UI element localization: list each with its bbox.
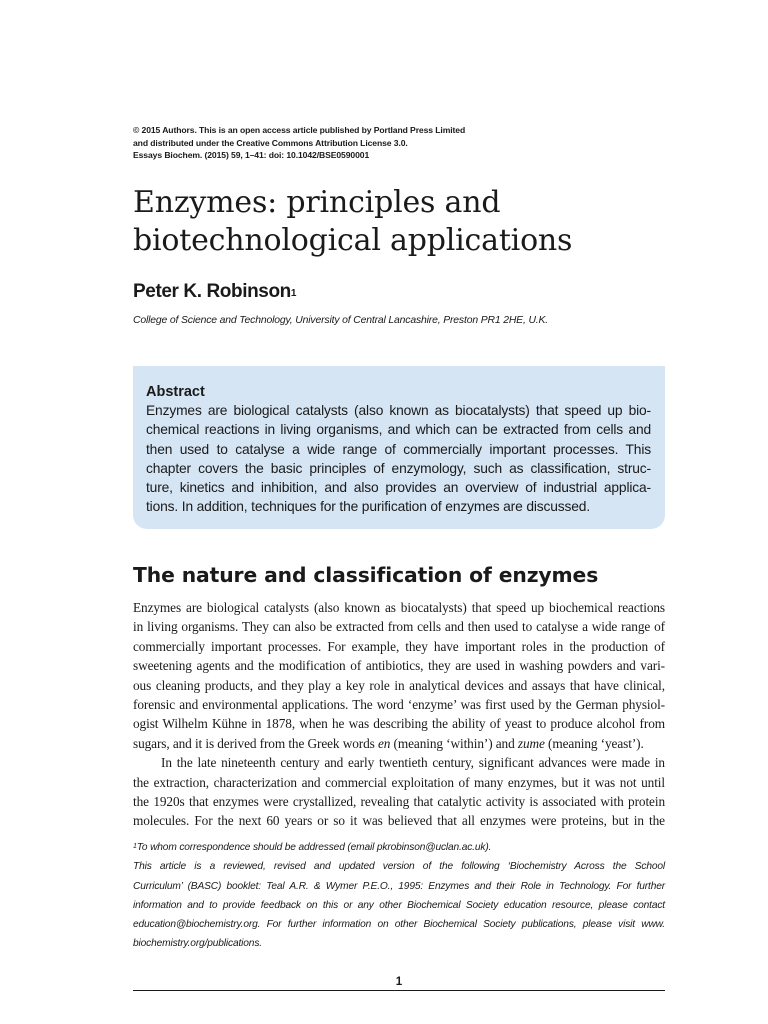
copyright-line: and distributed under the Creative Commons Attribution License 3.0.	[133, 137, 408, 148]
article-title	[133, 184, 665, 260]
body-line	[133, 734, 665, 753]
author-name-text: Peter K. Robinson	[133, 281, 291, 302]
footnote-line: Curriculum’ (BASC) booklet: Teal A.R. & Wymer P.E.O., 1995: Enzymes and their Role in Technology. For further	[133, 880, 665, 892]
body-text-span: sugars, and it is derived from the Greek words	[133, 735, 378, 751]
body-line: ogist Wilhelm Kühne in 1878, when he was describing the ability of yeast to produce alcohol from	[133, 716, 665, 732]
correspondence-text: To whom correspondence should be addressed (email pkrobinson@uclan.ac.uk).	[136, 842, 492, 853]
footnote-mark: 1	[133, 843, 137, 850]
body-line: in living organisms. They can also be extracted from cells and then used to catalyse a wide range of	[133, 619, 665, 635]
abstract-line: ture, kinetics and inhibition, and also provides an overview of industrial applica-	[146, 480, 651, 496]
title-line: biotechnological applications	[133, 223, 573, 258]
copyright-notice	[133, 124, 665, 162]
body-line: the 1920s that enzymes were crystallized, revealing that catalytic activity is associated with protein	[133, 794, 665, 810]
title-line: Enzymes: principles and	[133, 185, 501, 220]
body-line: In the late nineteenth century and early twentieth century, significant advances were made in	[161, 755, 665, 771]
section-heading: The nature and classification of enzymes	[133, 563, 599, 587]
abstract-box	[133, 366, 665, 529]
abstract-line: then used to catalyse a wide range of commercially important processes. This	[146, 441, 651, 457]
abstract-line: chapter covers the basic principles of enzymology, such as classification, struc-	[146, 460, 651, 476]
page-number: 1	[395, 976, 403, 988]
body-text	[133, 598, 665, 831]
body-line: ous cleaning products, and they play a key role in analytical devices and assays that have clinical,	[133, 677, 665, 693]
footnote-line: information and to provide feedback on this or any other Biochemical Society education resource, please contact	[133, 899, 665, 911]
greek-word-zume: zume	[517, 735, 545, 751]
body-line: sweetening agents and the modification of antibiotics, they are used in washing powders and vari-	[133, 658, 665, 674]
correspondence-footnote	[133, 838, 665, 857]
article-page	[133, 0, 665, 1024]
footer-rule	[133, 990, 665, 991]
author-name	[133, 280, 296, 304]
footnote-line: This article is a reviewed, revised and updated version of the following ‘Biochemistry Across the School	[133, 861, 665, 873]
body-line: forensic and environmental applications. The word ‘enzyme’ was first used by the German physiol-	[133, 697, 665, 713]
citation-line: Essays Biochem. (2015) 59, 1–41: doi: 10.1042/BSE0590001	[133, 150, 370, 161]
footnote-line: education@biochemistry.org. For further information on other Biochemical Society publications, please visit www.	[133, 919, 665, 931]
abstract-line: tions. In addition, techniques for the purification of enzymes are discussed.	[146, 499, 591, 515]
body-line: Enzymes are biological catalysts (also known as biocatalysts) that speed up biochemical reactions	[133, 600, 665, 615]
abstract-line: chemical reactions in living organisms, and which can be extracted from cells and	[146, 422, 651, 438]
body-text-span: (meaning ‘within’) and	[390, 735, 518, 751]
footnotes	[133, 838, 665, 954]
author-footnote-mark: 1	[290, 288, 297, 299]
abstract-line: Enzymes are biological catalysts (also known as biocatalysts) that speed up bio-	[146, 403, 651, 418]
greek-word-en: en	[377, 735, 391, 751]
copyright-line: © 2015 Authors. This is an open access article published by Portland Press Limited	[133, 125, 466, 135]
footnote-line: biochemistry.org/publications.	[133, 938, 262, 950]
body-line: molecules. For the next 60 years or so it was believed that all enzymes were proteins, but in the	[133, 813, 665, 829]
abstract-heading: Abstract	[146, 384, 205, 400]
body-text-span: (meaning ‘yeast’).	[544, 735, 644, 751]
body-line: the extraction, characterization and commercial exploitation of many enzymes, but it was not until	[133, 774, 665, 790]
author-affiliation: College of Science and Technology, University of Central Lancashire, Preston PR1 2HE, U.K.	[133, 315, 549, 326]
body-line: commercially important processes. For example, they have important roles in the production of	[133, 638, 665, 654]
